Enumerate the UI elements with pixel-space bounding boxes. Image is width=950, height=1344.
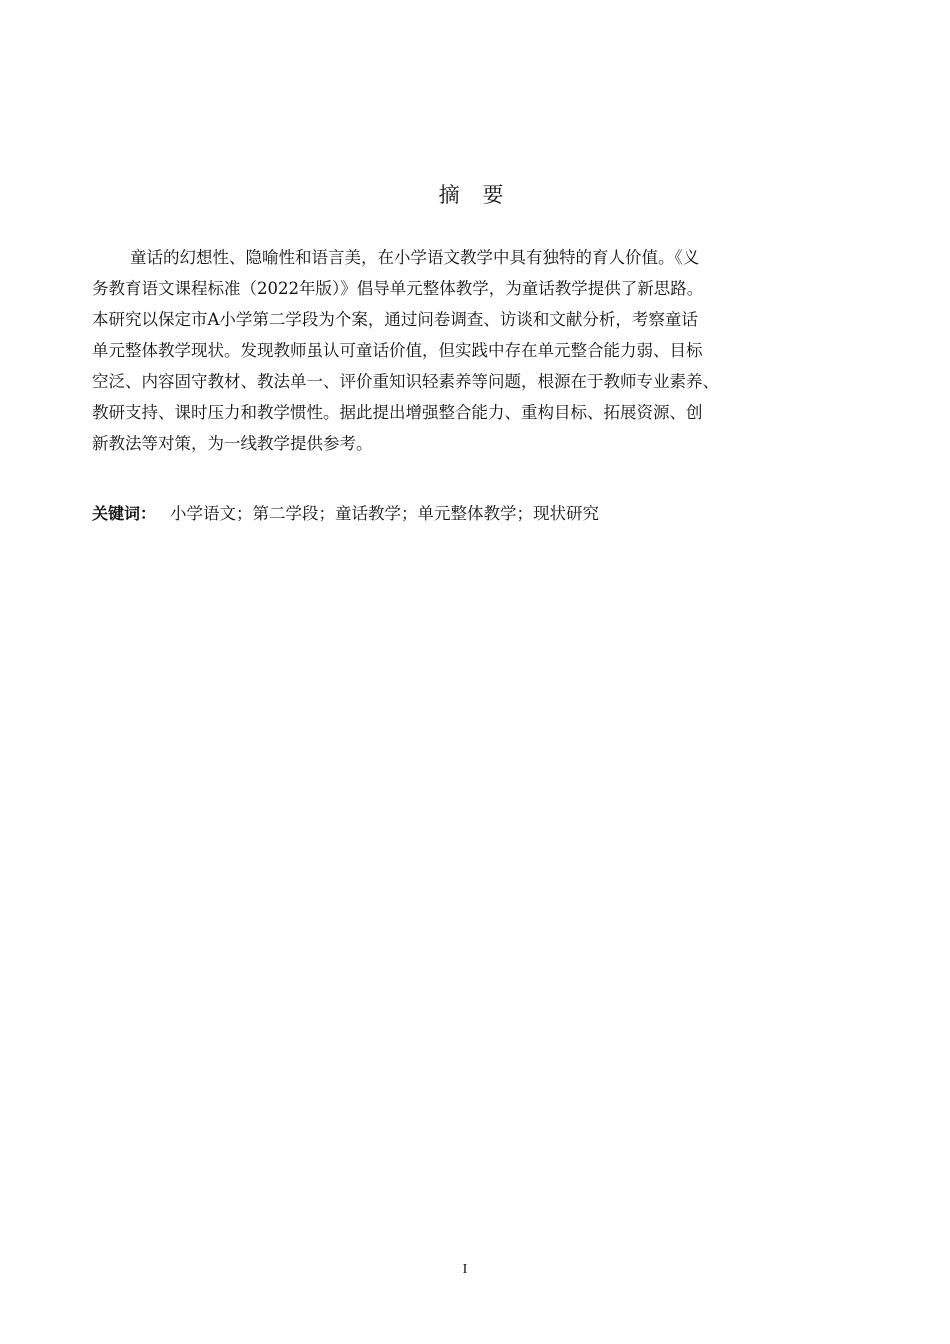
- abstract-body: [92, 242, 827, 459]
- abstract-line: 单元整体教学现状。发现教师虽认可童话价值，但实践中存在单元整合能力弱、目标: [92, 341, 703, 360]
- abstract-line: 务教育语文课程标准（2022年版）》倡导单元整体教学，为童话教学提供了新思路。: [92, 279, 704, 298]
- abstract-line: 空泛、内容固守教材、教法单一、评价重知识轻素养等问题，根源在于教师专业素养、: [92, 372, 719, 391]
- abstract-line: 童话的幻想性、隐喻性和语言美，在小学语文教学中具有独特的育人价值。《义: [130, 248, 700, 267]
- page-title: 摘 要: [438, 183, 512, 207]
- keywords-value: 小学语文；第二学段；童话教学；单元整体教学；现状研究: [170, 504, 600, 523]
- abstract-line: 本研究以保定市A小学第二学段为个案，通过问卷调查、访谈和文献分析，考察童话: [92, 310, 698, 329]
- page-number: I: [462, 1262, 468, 1277]
- abstract-line: 教研支持、课时压力和教学惯性。据此提出增强整合能力、重构目标、拓展资源、创: [92, 403, 703, 422]
- keywords-label: 关键词：: [92, 504, 157, 523]
- keywords: [92, 498, 599, 529]
- abstract-line: 新教法等对策，为一线教学提供参考。: [92, 434, 373, 453]
